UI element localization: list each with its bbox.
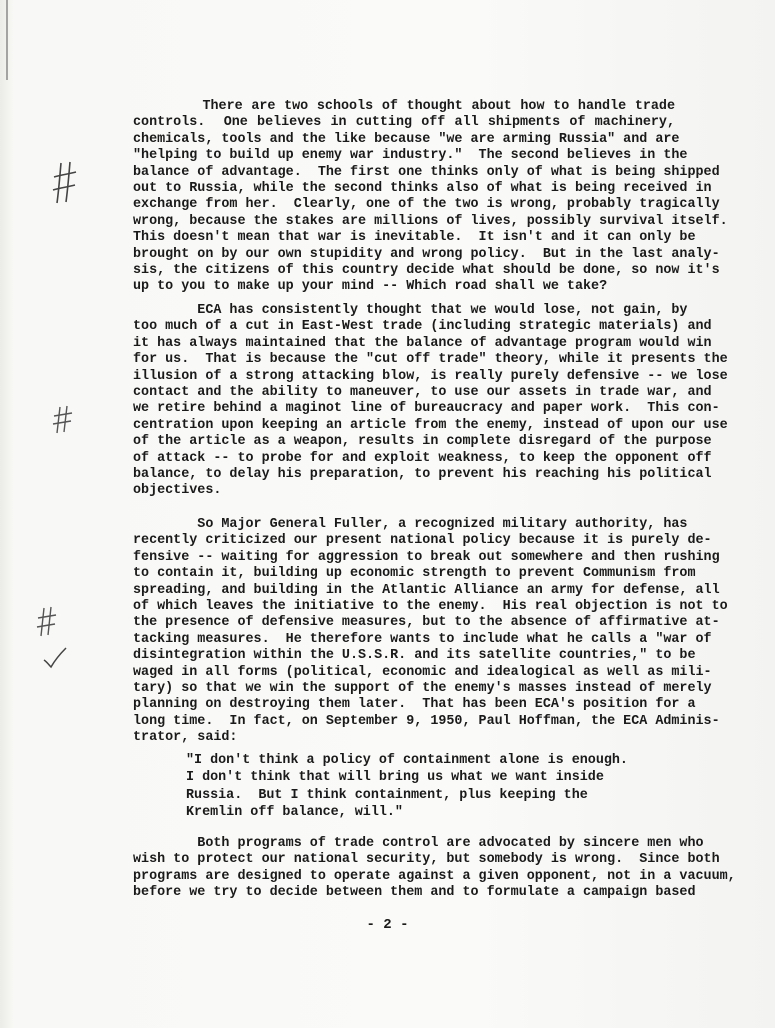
text-line: programs are designed to operate against a given opponent, not in a vacuum, xyxy=(133,868,736,884)
paper-fold-edge xyxy=(6,0,8,80)
text-line: brought on by our own stupidity and wrong policy. But in the last analy- xyxy=(133,246,720,262)
text-line: up to you to make up your mind -- Which road shall we take? xyxy=(133,279,608,295)
text-line: planning on destroying them later. That has been ECA's position for a xyxy=(133,697,696,713)
text-line: Russia. But I think containment, plus keeping the xyxy=(186,787,588,803)
checkmark-icon xyxy=(42,646,68,670)
text-line: before we try to decide between them and to formulate a campaign based xyxy=(133,885,696,901)
text-line: exchange from her. Clearly, one of the two is wrong, probably tragically xyxy=(133,197,720,213)
text-line: "I don't think a policy of containment alone is enough. xyxy=(186,753,628,768)
paragraph-eca-position xyxy=(133,303,728,500)
paragraph-both-programs xyxy=(133,836,736,902)
text-line: chemicals, tools and the like because "we are arming Russia" and are xyxy=(133,131,680,147)
text-line: it has always maintained that the balance of advantage program would win xyxy=(133,335,712,351)
text-line: recently criticized our present national policy because it is purely de- xyxy=(133,533,712,549)
text-line: sis, the citizens of this country decide what should be done, so now it's xyxy=(133,263,720,279)
text-line: out to Russia, while the second thinks also of what is being received in xyxy=(133,181,712,197)
text-line: centration upon keeping an article from the enemy, instead of upon our use xyxy=(133,417,728,433)
text-line: of attack -- to probe for and exploit weakness, to keep the opponent off xyxy=(133,450,712,466)
text-line: There are two schools of thought about how to handle trade xyxy=(133,99,675,114)
text-line: tacking measures. He therefore wants to include what he calls a "war of xyxy=(133,631,712,647)
text-line: for us. That is because the "cut off trade" theory, while it presents the xyxy=(133,352,728,368)
text-line: fensive -- waiting for aggression to break out somewhere and then rushing xyxy=(133,549,720,565)
text-line: "helping to build up enemy war industry." The second believes in the xyxy=(133,148,688,164)
text-line: So Major General Fuller, a recognized military authority, has xyxy=(133,517,688,532)
text-line: Both programs of trade control are advocated by sincere men who xyxy=(133,836,704,851)
text-line: we retire behind a maginot line of bureaucracy and paper work. This con- xyxy=(133,401,720,417)
text-line: long time. In fact, on September 9, 1950, Paul Hoffman, the ECA Adminis- xyxy=(133,713,720,729)
text-line: illusion of a strong attacking blow, is really purely defensive -- we lose xyxy=(133,368,728,384)
text-line: contact and the ability to maneuver, to use our assets in trade war, and xyxy=(133,385,712,401)
text-line: to contain it, building up economic strength to prevent Communism from xyxy=(133,566,696,582)
text-line: balance of advantage. The first one thinks only of what is being shipped xyxy=(133,164,720,180)
text-line: spreading, and building in the Atlantic Alliance an army for defense, all xyxy=(133,582,720,598)
text-line: Kremlin off balance, will." xyxy=(186,805,403,821)
text-line: ECA has consistently thought that we would lose, not gain, by xyxy=(133,303,688,318)
paragraph-trade-controls xyxy=(133,99,728,296)
hash-mark-icon xyxy=(52,160,78,206)
hash-mark-icon xyxy=(36,606,58,638)
text-line: of the article as a weapon, results in complete disregard of the purpose xyxy=(133,434,712,450)
text-line: wrong, because the stakes are millions of lives, possibly survival itself. xyxy=(133,213,728,229)
text-line: of which leaves the initiative to the enemy. His real objection is not to xyxy=(133,599,728,615)
text-line: wish to protect our national security, but somebody is wrong. Since both xyxy=(133,852,720,868)
text-line: balance, to delay his preparation, to prevent his reaching his political xyxy=(133,467,712,483)
text-line: controls. One believes in cutting off all shipments of machinery, xyxy=(133,115,675,131)
hoffman-quotation xyxy=(186,752,626,822)
text-line: trator, said: xyxy=(133,730,238,746)
text-line: I don't think that will bring us what we want inside xyxy=(186,770,604,786)
text-line: the presence of defensive measures, but to the absence of affirmative at- xyxy=(133,615,720,631)
hash-mark-icon xyxy=(52,405,74,435)
text-line: This doesn't mean that war is inevitable. It isn't and it can only be xyxy=(133,230,696,246)
text-line: disintegration within the U.S.S.R. and its satellite countries," to be xyxy=(133,648,696,664)
page-number: - 2 - xyxy=(366,917,409,933)
text-line: tary) so that we win the support of the enemy's masses instead of merely xyxy=(133,681,712,697)
text-line: too much of a cut in East-West trade (including strategic materials) and xyxy=(133,319,712,335)
text-line: objectives. xyxy=(133,483,222,499)
text-line: waged in all forms (political, economic and idealogical as well as mili- xyxy=(133,664,712,680)
paragraph-general-fuller xyxy=(133,517,728,747)
